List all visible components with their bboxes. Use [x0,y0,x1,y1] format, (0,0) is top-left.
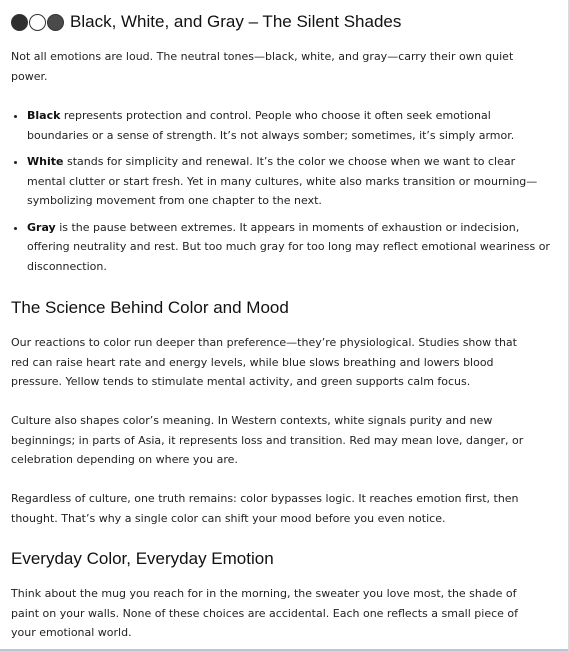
section-heading-text: Black, White, and Gray – The Silent Shades [70,12,402,31]
list-item-text: represents protection and control. People who choose it often seek emotional boundaries or a sense of strength. It’s not always somber; sometimes, it’s simply armor. [27,109,515,142]
list-item-black [27,106,552,145]
section-heading-silent-shades [11,11,401,33]
science-paragraph-3: Regardless of culture, one truth remains: color bypasses logic. It reaches emotion first, then thought. That’s why a single color can shift your mood before you even notice. [11,492,519,525]
list-item-text: is the pause between extremes. It appears in moments of exhaustion or indecision, offering neutrality and rest. But too much gray for too long may reflect emotional weariness or disconnection. [27,220,550,273]
list-item-term: Gray [27,220,56,234]
list-item-white [27,152,552,211]
list-item-gray [27,218,552,277]
intro-paragraph: Not all emotions are loud. The neutral tones—black, white, and gray—carry their own quiet power. [11,50,514,83]
list-item-term: Black [27,109,61,122]
gray-circle-icon [47,14,64,31]
list-item-text: stands for simplicity and renewal. It’s the color we choose when we want to clear mental clutter or start fresh. Yet in many cultures, white also marks transition or mourning—symbolizing movement from one chapter to the next. [27,155,538,207]
white-circle-icon [29,14,46,31]
section-heading-science: The Science Behind Color and Mood [11,298,289,317]
science-paragraph-1: Our reactions to color run deeper than preference—they’re physiological. Studies show that red can raise heart rate and energy levels, while blue slows breathing and lowers blood pressure. Yellow tends to stimulate mental activity, and green supports calm focus. [11,336,517,388]
black-circle-icon [11,14,28,31]
section-heading-everyday: Everyday Color, Everyday Emotion [11,549,274,568]
everyday-paragraph-1: Think about the mug you reach for in the morning, the sweater you love most, the shade of paint on your walls. None of these choices are accidental. Each one reflects a small piece of your emotional world. [11,587,519,639]
science-paragraph-2: Culture also shapes color’s meaning. In Western contexts, white signals purity and new beginnings; in parts of Asia, it represents loss and transition. Red may mean love, danger, or celebration depending on where you are. [11,414,524,466]
list-item-term: White [27,155,64,168]
neutral-tones-list [11,106,552,283]
